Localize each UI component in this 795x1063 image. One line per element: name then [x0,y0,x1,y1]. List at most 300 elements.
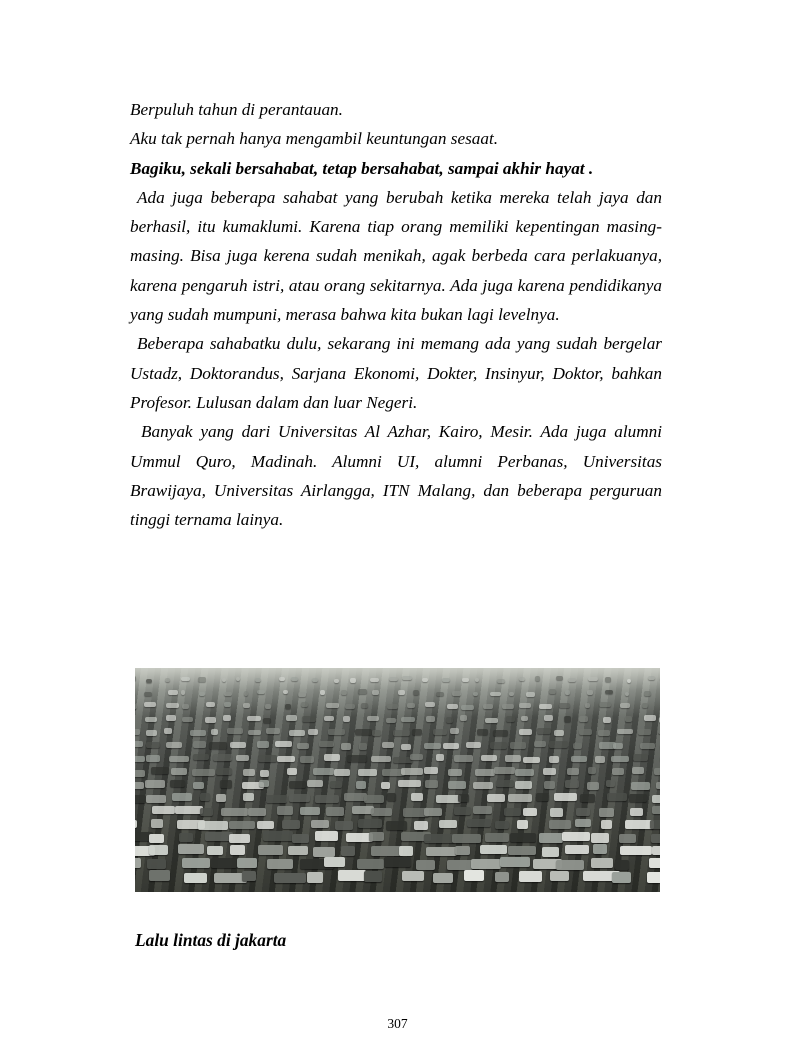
vehicle [549,820,571,829]
vehicle [182,717,193,723]
vehicle [505,755,521,762]
vehicle [386,821,407,830]
vehicle [257,741,269,747]
vehicle [286,715,296,721]
vehicle [198,821,228,830]
vehicle [402,676,411,680]
vehicle [324,754,340,761]
vehicle [433,873,453,884]
vehicle [372,730,381,736]
vehicle [605,677,611,681]
vehicle [539,833,563,842]
vehicle [135,820,137,829]
vehicle [326,703,339,708]
vehicle [502,704,514,709]
vehicle [549,689,556,694]
vehicle [422,678,427,682]
vehicle [508,794,533,802]
vehicle [151,819,164,828]
vehicle [473,782,493,790]
vehicle [285,704,292,709]
vehicle [475,769,495,776]
vehicle [265,704,272,709]
vehicle [401,744,411,750]
vehicle [184,873,206,884]
vehicle [135,741,143,747]
vehicle [341,743,351,749]
vehicle [292,834,309,843]
vehicle [537,728,551,734]
vehicle [193,782,204,790]
vehicle [207,846,224,856]
vehicle [224,702,231,707]
vehicle [350,678,357,682]
vehicle [289,794,310,802]
vehicle [334,769,350,776]
vehicle [243,793,254,801]
vehicle [308,729,318,735]
vehicle [562,832,590,841]
vehicle [627,679,632,683]
vehicle [565,845,589,855]
vehicle [260,770,270,777]
vehicle [426,716,435,722]
vehicle [381,782,390,790]
vehicle [424,767,438,774]
vehicle [410,754,423,761]
vehicle [612,768,624,775]
vehicle [170,780,185,788]
vehicle [243,769,254,776]
vehicle [166,703,179,708]
vehicle [471,859,501,869]
vehicle [211,858,237,868]
vehicle [510,833,536,842]
vehicle [213,754,233,761]
paragraph-3-bold: Bagiku, sekali bersahabat, tetap bersahabat, sampai akhir hayat . [130,158,594,178]
vehicle [359,743,367,749]
vehicle [612,872,631,883]
vehicle [575,819,591,828]
vehicle [481,755,497,762]
vehicle [424,743,440,749]
vehicle [447,860,473,870]
vehicle [521,716,528,722]
vehicle [171,768,187,775]
vehicle [414,821,428,830]
vehicle [517,820,528,829]
vehicle [319,741,334,747]
vehicle [242,871,256,882]
vehicle [146,795,166,803]
vehicle [193,741,206,747]
vehicle [399,846,414,856]
vehicle [446,717,453,723]
vehicle [535,676,540,680]
vehicle [483,704,493,709]
vehicle [490,742,507,748]
vehicle [135,858,141,868]
vehicle [587,690,593,695]
vehicle [526,692,535,697]
vehicle [369,832,384,841]
vehicle [452,691,461,696]
vehicle [315,795,340,803]
vehicle [549,741,568,747]
vehicle [559,703,571,708]
vehicle [282,820,299,829]
vehicle [591,833,608,842]
vehicle [500,857,530,867]
vehicle [248,730,261,736]
vehicle [387,704,398,709]
vehicle [443,743,459,749]
vehicle [652,846,660,856]
vehicle [222,678,226,682]
vehicle [320,690,325,695]
vehicle [450,728,458,734]
vehicle [442,678,450,682]
vehicle [277,806,293,814]
vehicle [335,821,353,830]
vehicle [135,756,145,763]
vehicle [425,780,439,788]
vehicle [149,834,164,843]
vehicle [307,780,323,788]
vehicle [398,780,422,788]
vehicle [550,808,563,816]
vehicle [642,703,648,708]
vehicle [257,690,265,695]
vehicle [433,729,447,735]
vehicle [244,691,249,696]
vehicle [617,729,633,735]
vehicle [585,703,590,708]
vehicle [146,755,160,762]
vehicle [172,793,193,801]
vehicle [615,860,629,870]
page-body [130,95,662,534]
vehicle [236,677,240,681]
vehicle [567,768,579,775]
vehicle [243,703,251,708]
vehicle [267,859,294,869]
vehicle [508,846,536,856]
vehicle [497,679,505,683]
vehicle [564,716,571,722]
vehicle [144,692,151,697]
vehicle [523,808,537,816]
vehicle [198,677,206,681]
vehicle [640,743,656,749]
vehicle [649,858,660,868]
vehicle [343,716,350,722]
vehicle [338,870,366,881]
vehicle [651,834,660,843]
vehicle [556,860,584,870]
vehicle [473,806,492,814]
vehicle [192,769,215,776]
vehicle [144,702,156,707]
vehicle [358,769,377,776]
vehicle [462,678,469,682]
vehicle [523,757,541,764]
vehicle [135,782,144,790]
vehicle [611,756,630,763]
vehicle [620,703,630,708]
vehicle [199,692,205,697]
vehicle [599,808,615,816]
vehicle [638,729,651,735]
vehicle [515,769,534,776]
page-number: 307 [387,1016,408,1031]
vehicle [568,678,576,682]
vehicle [510,742,526,748]
vehicle [230,742,246,748]
vehicle [593,844,608,854]
traffic-photo-vehicles [135,668,660,892]
vehicle [165,678,170,682]
vehicle [345,704,355,709]
vehicle [447,704,458,709]
vehicle [620,846,652,856]
vehicle [630,808,643,816]
vehicle [300,807,320,815]
vehicle [347,755,367,762]
vehicle [357,859,384,869]
vehicle [436,754,444,761]
vehicle [652,806,660,814]
vehicle [393,730,409,736]
vehicle [625,716,632,722]
vehicle [473,692,478,697]
vehicle [364,871,382,882]
vehicle [588,677,597,681]
vehicle [485,833,509,842]
vehicle [495,821,510,830]
vehicle [487,794,505,802]
vehicle [407,703,415,708]
vehicle [259,780,269,788]
vehicle [135,770,145,777]
vehicle [591,858,613,868]
vehicle [485,718,498,724]
vehicle [519,871,542,882]
vehicle [454,755,473,762]
vehicle [291,677,298,681]
vehicle [519,729,532,735]
vehicle [607,793,627,801]
vehicle [289,730,306,736]
vehicle [475,678,480,682]
vehicle [288,846,309,856]
vehicle [439,820,457,829]
vehicle [223,715,231,721]
vehicle [565,780,579,788]
vehicle [601,820,612,829]
vehicle [654,768,660,775]
vehicle [135,676,136,680]
vehicle [454,807,471,815]
vehicle [324,716,334,722]
vehicle [536,793,549,801]
vehicle [145,717,158,723]
vehicle [506,716,515,722]
vehicle [277,756,295,763]
vehicle [543,768,556,775]
vehicle [461,705,474,710]
vehicle [266,795,287,803]
vehicle [458,794,469,802]
vehicle [647,872,660,883]
vehicle [544,781,556,789]
vehicle [205,717,216,723]
traffic-photo [135,668,660,892]
vehicle [588,767,596,774]
vehicle [412,729,422,735]
vehicle [248,808,266,816]
vehicle [629,794,647,802]
vehicle [146,742,160,748]
vehicle [448,781,466,789]
vehicle [358,819,382,828]
vehicle [606,780,615,788]
vehicle [356,781,366,789]
vehicle [556,676,563,680]
vehicle [147,859,166,869]
vehicle [519,703,531,708]
vehicle [274,873,306,884]
vehicle [398,690,405,695]
vehicle [550,871,570,882]
vehicle [355,729,372,735]
vehicle [386,718,396,724]
vehicle [152,806,175,814]
vehicle [237,858,257,868]
vehicle [289,781,307,789]
vehicle [145,780,165,788]
vehicle [424,834,454,843]
vehicle [460,715,468,721]
vehicle [206,702,215,707]
vehicle [579,729,592,735]
vehicle [275,741,292,747]
vehicle [221,808,248,816]
vehicle [576,808,590,816]
vehicle [656,782,660,790]
vehicle [146,730,157,736]
vehicle [266,728,280,734]
vehicle [178,844,204,854]
vehicle [200,793,210,801]
vehicle [448,769,462,776]
vehicle [200,808,213,816]
vehicle [315,831,339,840]
vehicle [436,692,444,697]
vehicle [257,821,275,830]
vehicle [652,795,660,803]
vehicle [496,780,514,788]
vehicle [168,690,178,695]
vehicle [311,820,329,829]
vehicle [632,767,644,774]
vehicle [301,702,309,707]
vehicle [426,847,458,857]
vehicle [230,845,245,855]
vehicle [181,677,190,681]
paragraph-5: Beberapa sahabatku dulu, sekarang ini memang ada yang sudah bergelar Ustadz, Doktorandus, Sarjana Ekonomi, Dokter, Insinyur, Doktor, bahkan Profesor. Lulusan dalam dan luar Negeri. [130,334,662,412]
vehicle [263,831,293,840]
vehicle [387,793,397,801]
vehicle [182,858,210,868]
vehicle [549,756,559,763]
vehicle [297,743,310,749]
vehicle [151,767,170,774]
paragraph-4: Ada juga beberapa sahabat yang berubah ketika mereka telah jaya dan berhasil, itu kumaklumi. Karena tiap orang memiliki kepentingan masing-masing. Bisa juga kerena sudah menikah, agak berbeda cara perlakuanya, karena pengaruh istri, atau orang sekitarnya. Ada juga karena pendidikanya yang sudah mumpuni, merasa bahwa kita bukan lagi levelnya. [130,187,662,325]
vehicle [169,756,188,763]
vehicle [371,846,402,856]
vehicle [279,677,285,681]
vehicle [554,730,565,736]
vehicle [401,717,416,723]
vehicle [452,834,482,843]
vehicle [341,846,355,856]
vehicle [220,780,232,788]
vehicle [542,847,560,857]
vehicle [605,690,613,695]
vehicle [326,807,344,815]
vehicle [372,690,380,695]
vehicle [324,857,346,867]
vehicle [182,704,189,709]
vehicle [579,716,589,722]
vehicle [258,845,283,855]
vehicle [424,808,442,816]
vehicle [464,870,484,881]
paragraph-2: Aku tak pernah hanya mengambil keuntungan sesaat. [130,129,499,149]
vehicle [166,715,176,721]
vehicle [382,742,395,748]
vehicle [224,692,232,697]
vehicle [573,743,583,749]
vehicle [370,678,379,682]
vehicle [328,729,345,735]
vehicle [401,768,423,775]
vehicle [361,703,369,708]
vehicle [515,781,532,789]
vehicle [255,678,261,682]
vehicle [534,741,546,747]
vehicle [384,857,411,867]
vehicle [644,715,656,721]
vehicle [236,755,249,762]
vehicle [477,729,488,735]
vehicle [358,689,368,694]
vehicle [411,793,424,801]
vehicle [494,767,515,774]
vehicle [539,704,552,709]
vehicle [371,808,392,816]
vehicle [229,834,250,843]
vehicle [658,729,660,735]
vehicle [181,690,185,695]
vehicle [416,860,436,870]
vehicle [595,756,605,763]
vehicle [490,692,502,697]
vehicle [135,729,140,735]
vehicle [603,717,611,723]
vehicle [229,821,255,830]
